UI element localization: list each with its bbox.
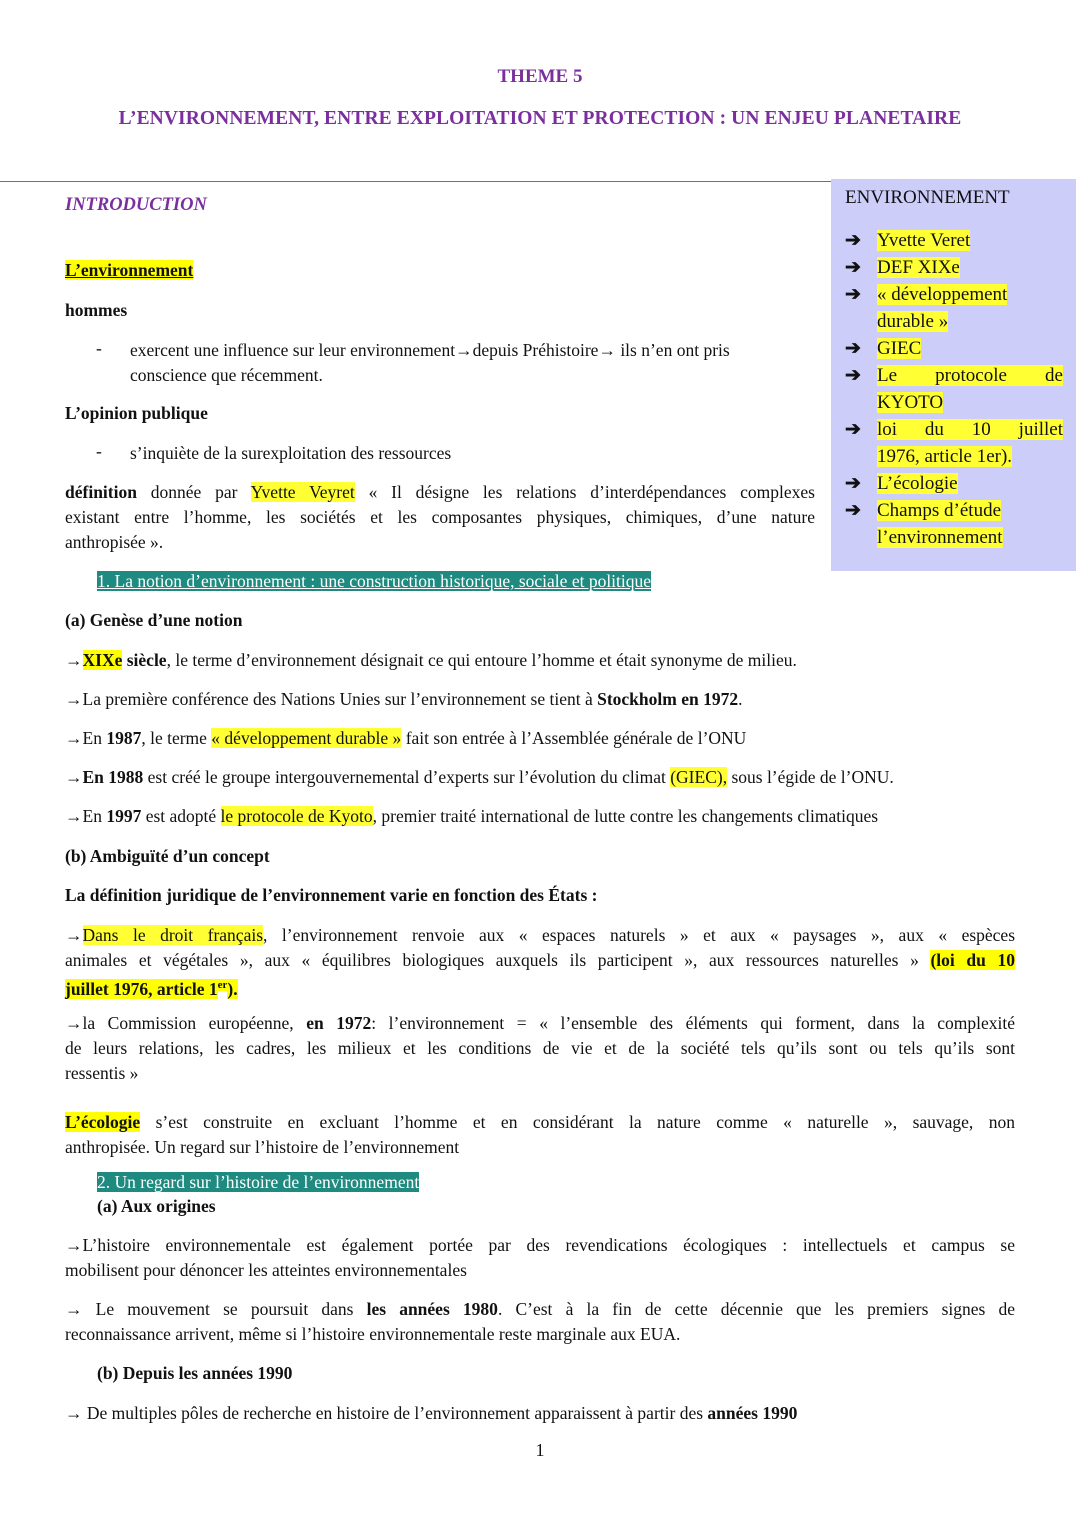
sidebar-item-continuation: durable » — [877, 311, 949, 332]
french-law-paragraph: →Dans le droit français, l’environnement renvoie aux « espaces naturels » et aux « paysages », aux « espèces animales et végétales », aux « équilibres biologiques auxquels ils participent », aux ressources naturelles » (loi du 10 juillet 1976, article 1er). — [65, 925, 1016, 999]
sidebar-item: ➔ Yvette Veret — [845, 227, 1063, 254]
opinion-label: L’opinion publique — [65, 403, 208, 423]
bullet-dash: - — [96, 441, 102, 461]
section-1-heading: 1. La notion d’environnement : une construction historique, sociale et politique — [97, 571, 652, 591]
hommes-label: hommes — [65, 300, 128, 320]
arrow-right-icon: ➔ — [845, 473, 861, 494]
arrow-right-icon: ➔ — [845, 230, 861, 251]
arrow-right-icon: ➔ — [845, 365, 861, 386]
nineties-paragraph: → De multiples pôles de recherche en histoire de l’environnement apparaissent à partir des années 1990 — [65, 1403, 798, 1423]
sidebar-item: ➔ « développement — [845, 281, 1063, 308]
eighties-paragraph: → Le mouvement se poursuit dans les années 1980. C’est à la fin de cette décennie que les premiers signes de reconnaissance arrivent, même si l’histoire environnementale reste marginale aux EUA. — [65, 1299, 1015, 1344]
ecology-paragraph: L’écologie s’est construite en excluant l’homme et en considérant la nature comme « naturelle », sauvage, non anthropisée. Un regard sur l’histoire de l’environnement — [65, 1112, 1015, 1157]
page-number: 1 — [535, 1440, 545, 1460]
subsection-2b-heading: (b) Depuis les années 1990 — [97, 1363, 293, 1383]
arrow-right-icon: ➔ — [845, 257, 861, 278]
timeline-item: →En 1988 est créé le groupe intergouvernemental d’experts sur l’évolution du climat (GIEC), sous l’égide de l’ONU. — [65, 767, 894, 787]
opinion-bullet: s’inquiète de la surexploitation des ressources — [130, 443, 452, 463]
bullet-dash: - — [96, 338, 102, 358]
sidebar-item-continuation: 1976, article 1er). — [877, 446, 1013, 467]
juridical-definition: La définition juridique de l’environnement varie en fonction des États : — [65, 885, 598, 905]
timeline-item: →XIXe siècle, le terme d’environnement désignait ce qui entoure l’homme et était synonyme de milieu. — [65, 650, 797, 670]
arrow-right-icon: ➔ — [845, 419, 861, 440]
subsection-2a-heading: (a) Aux origines — [97, 1196, 216, 1216]
arrow-right-icon: ➔ — [845, 500, 861, 521]
sidebar-item: ➔ GIEC — [845, 335, 1063, 362]
document-title: L’ENVIRONNEMENT, ENTRE EXPLOITATION ET PROTECTION : UN ENJEU PLANETAIRE — [118, 108, 962, 129]
sidebar-item-continuation: l’environnement — [877, 527, 1003, 548]
section-2-heading: 2. Un regard sur l’histoire de l’environnement — [97, 1172, 420, 1192]
arrow-right-icon: ➔ — [845, 338, 861, 359]
header-divider — [0, 181, 831, 182]
timeline-item: →En 1997 est adopté le protocole de Kyoto, premier traité international de lutte contre les changements climatiques — [65, 806, 879, 826]
sidebar-item: ➔ loi du 10 juillet — [845, 416, 1063, 443]
timeline-item: →La première conférence des Nations Unies sur l’environnement se tient à Stockholm en 1972. — [65, 689, 743, 709]
subsection-1b-heading: (b) Ambiguïté d’un concept — [65, 846, 270, 866]
subsection-1a-heading: (a) Genèse d’une notion — [65, 610, 243, 630]
definition-paragraph: définition donnée par Yvette Veyret « Il désigne les relations d’interdépendances complexes existant entre l’homme, les sociétés et les composantes physiques, chimiques, d’une nature anthropisée ». — [65, 482, 815, 552]
eu-commission-paragraph: →la Commission européenne, en 1972: l’environnement = « l’ensemble des éléments qui forment, dans la complexité de leurs relations, les cadres, les milieux et les conditions de vie et de la société tels qu’ils sont ou tels qu’ils sont ressentis » — [65, 1013, 1016, 1083]
sidebar-item: ➔ Champs d’étude — [845, 497, 1063, 524]
sidebar-title: ENVIRONNEMENT — [845, 187, 1010, 208]
sidebar-item-continuation: KYOTO — [877, 392, 944, 413]
sidebar-item: ➔ Le protocole de — [845, 362, 1063, 389]
hommes-bullet: exercent une influence sur leur environnement→depuis Préhistoire→ ils n’en ont pris conscience que récemment. — [130, 340, 730, 385]
timeline-item: →En 1987, le terme « développement durable » fait son entrée à l’Assemblée générale de l’ONU — [65, 728, 747, 748]
environment-heading: L’environnement — [65, 260, 194, 280]
arrow-right-icon: ➔ — [845, 284, 861, 305]
sidebar-item: ➔ L’écologie — [845, 470, 1063, 497]
origins-paragraph: →L’histoire environnementale est également portée par des revendications écologiques : intellectuels et campus se mobilisent pour dénoncer les atteintes environnementales — [65, 1235, 1015, 1280]
theme-label: THEME 5 — [497, 66, 583, 87]
sidebar-item: ➔ DEF XIXe — [845, 254, 1063, 281]
introduction-heading: INTRODUCTION — [65, 195, 207, 215]
